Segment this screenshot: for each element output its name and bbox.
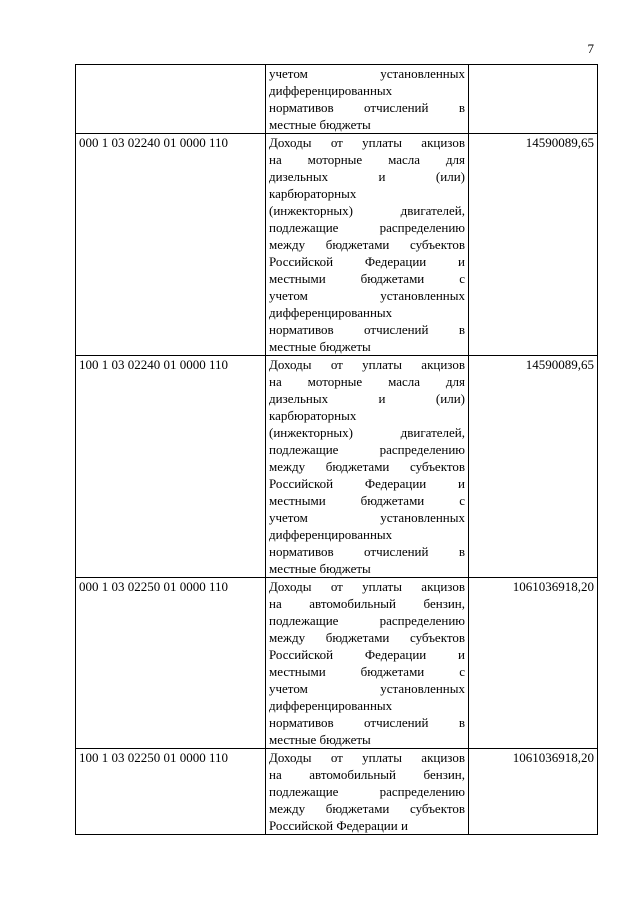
revenue-name-line: на моторные масла для bbox=[269, 152, 465, 167]
revenue-name-line: подлежащие распределению bbox=[269, 613, 465, 628]
revenue-name-line: местными бюджетами с bbox=[269, 271, 465, 286]
revenue-name-line: дифференцированных bbox=[269, 527, 393, 542]
revenue-name-line: между бюджетами субъектов bbox=[269, 630, 465, 645]
table-row bbox=[76, 65, 598, 134]
table-row bbox=[76, 356, 598, 578]
amount-cell: 1061036918,20 bbox=[469, 749, 598, 835]
revenue-name-line: Доходы от уплаты акцизов bbox=[269, 579, 465, 594]
revenue-name-line: местными бюджетами с bbox=[269, 493, 465, 508]
revenue-name-line: местные бюджеты bbox=[269, 561, 371, 576]
revenue-name-line: учетом установленных bbox=[269, 681, 465, 696]
revenue-name-cell bbox=[266, 65, 469, 134]
revenue-name-line: (инжекторных) двигателей, bbox=[269, 425, 465, 440]
revenue-table-body bbox=[76, 65, 598, 835]
revenue-name-line: Российской Федерации и bbox=[269, 476, 465, 491]
revenue-name-line: нормативов отчислений в bbox=[269, 544, 465, 559]
revenue-name-line: подлежащие распределению bbox=[269, 442, 465, 457]
revenue-name-line: нормативов отчислений в bbox=[269, 100, 465, 115]
revenue-name-line: нормативов отчислений в bbox=[269, 322, 465, 337]
revenue-name-line: Доходы от уплаты акцизов bbox=[269, 357, 465, 372]
amount-cell bbox=[469, 65, 598, 134]
revenue-name-line: Российской Федерации и bbox=[269, 254, 465, 269]
budget-code-cell: 000 1 03 02240 01 0000 110 bbox=[76, 134, 266, 356]
revenue-name-line: между бюджетами субъектов bbox=[269, 237, 465, 252]
revenue-name-line: местные бюджеты bbox=[269, 732, 371, 747]
budget-code-cell bbox=[76, 65, 266, 134]
revenue-name-line: на автомобильный бензин, bbox=[269, 596, 465, 611]
revenue-name-cell bbox=[266, 749, 469, 835]
budget-code-cell: 100 1 03 02250 01 0000 110 bbox=[76, 749, 266, 835]
revenue-name-line: дизельных и (или) bbox=[269, 169, 465, 184]
revenue-name-line: дизельных и (или) bbox=[269, 391, 465, 406]
revenue-name-line: (инжекторных) двигателей, bbox=[269, 203, 465, 218]
amount-cell: 1061036918,20 bbox=[469, 578, 598, 749]
revenue-name-line: карбюраторных bbox=[269, 186, 357, 201]
revenue-name-line: карбюраторных bbox=[269, 408, 357, 423]
revenue-name-line: местными бюджетами с bbox=[269, 664, 465, 679]
revenue-name-line: Доходы от уплаты акцизов bbox=[269, 135, 465, 150]
revenue-name-line: местные бюджеты bbox=[269, 117, 371, 132]
revenue-name-line: учетом установленных bbox=[269, 288, 465, 303]
revenue-name-line: дифференцированных bbox=[269, 83, 393, 98]
revenue-name-cell bbox=[266, 578, 469, 749]
revenue-name-line: на моторные масла для bbox=[269, 374, 465, 389]
revenue-name-line: подлежащие распределению bbox=[269, 220, 465, 235]
amount-cell: 14590089,65 bbox=[469, 356, 598, 578]
budget-code-cell: 000 1 03 02250 01 0000 110 bbox=[76, 578, 266, 749]
page-number: 7 bbox=[587, 41, 594, 56]
revenue-name-line: нормативов отчислений в bbox=[269, 715, 465, 730]
revenue-name-line: учетом установленных bbox=[269, 510, 465, 525]
table-row bbox=[76, 134, 598, 356]
revenue-name-line: местные бюджеты bbox=[269, 339, 371, 354]
revenue-name-cell bbox=[266, 134, 469, 356]
revenue-name-line: на автомобильный бензин, bbox=[269, 767, 465, 782]
revenue-name-line: подлежащие распределению bbox=[269, 784, 465, 799]
revenue-name-line: учетом установленных bbox=[269, 66, 465, 81]
budget-code-cell: 100 1 03 02240 01 0000 110 bbox=[76, 356, 266, 578]
amount-cell: 14590089,65 bbox=[469, 134, 598, 356]
revenue-name-line: Доходы от уплаты акцизов bbox=[269, 750, 465, 765]
revenue-name-line: между бюджетами субъектов bbox=[269, 459, 465, 474]
revenue-name-line: дифференцированных bbox=[269, 698, 393, 713]
table-row bbox=[76, 578, 598, 749]
revenue-name-line: дифференцированных bbox=[269, 305, 393, 320]
revenue-name-cell bbox=[266, 356, 469, 578]
revenue-name-line: Российской Федерации и bbox=[269, 647, 465, 662]
revenue-table bbox=[75, 64, 598, 835]
revenue-name-line: между бюджетами субъектов bbox=[269, 801, 465, 816]
table-row bbox=[76, 749, 598, 835]
revenue-name-line: Российской Федерации и bbox=[269, 818, 408, 833]
